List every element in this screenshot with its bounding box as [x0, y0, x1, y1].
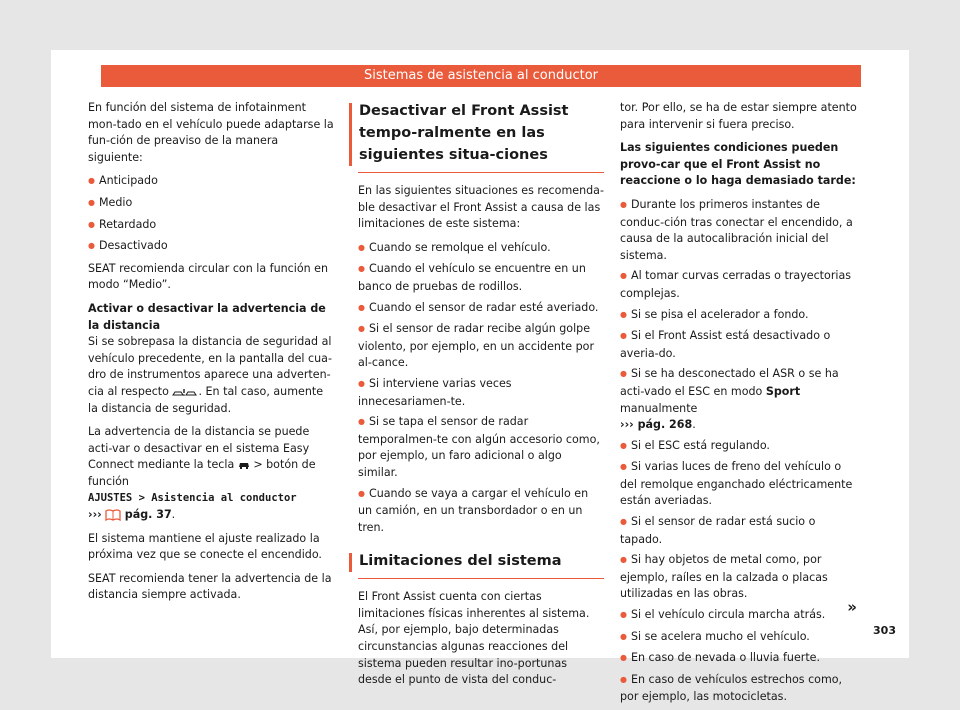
list-item: ● Anticipado: [88, 173, 336, 191]
list-item: ● Si interviene varias veces innecesariamen-te.: [358, 376, 604, 410]
list-item: ● Si el Front Assist está desactivado o averia-do.: [620, 328, 860, 362]
list-item: ● Cuando se vaya a cargar el vehículo en un camión, en un transbordador o en un tren.: [358, 486, 604, 537]
column-2: [358, 100, 604, 696]
conditions-list: [620, 197, 860, 706]
recommend-active-paragraph: SEAT recomienda tener la advertencia de la distancia siempre activada.: [88, 571, 332, 602]
subheading-conditions: Las siguientes condiciones pueden provo-car que el Front Assist no reaccione o lo haga demasiado tarde:: [620, 141, 856, 188]
list-item: ● En caso de nevada o lluvia fuerte.: [620, 650, 860, 668]
list-item: ● Si el sensor de radar recibe algún golpe violento, por ejemplo, en un accidente por al-cance.: [358, 321, 604, 372]
limitations-paragraph: El Front Assist cuenta con ciertas limitaciones físicas inherentes al sistema. Así, por ejemplo, bajo determinadas circunstancias algunas reacciones del sistema pueden resultar ino-portunas desde el punto de vista del conduc-: [358, 590, 590, 687]
list-item: ● Cuando se remolque el vehículo.: [358, 240, 604, 258]
list-item: ● Al tomar curvas cerradas o trayectorias complejas.: [620, 268, 860, 302]
column-3: [620, 100, 860, 710]
manual-page: [51, 50, 909, 704]
book-reference-icon: [105, 509, 121, 522]
page-number: 303: [873, 624, 896, 637]
list-item: ● Si se pisa el acelerador a fondo.: [620, 307, 860, 325]
column-1: [88, 100, 336, 611]
list-item: ● En caso de vehículos estrechos como, por ejemplo, las motocicletas.: [620, 672, 860, 706]
list-item: ● Cuando el vehículo se encuentre en un banco de pruebas de rodillos.: [358, 261, 604, 295]
list-item: ● Si se ha desconectado el ASR o se ha acti-vado el ESC en modo Sport manualmente ››› pág. 268.: [620, 366, 860, 433]
page-reference-link[interactable]: pág. 37: [124, 508, 172, 522]
list-item: ● Si varias luces de freno del vehículo o del remolque enganchado eléctricamente están averiadas.: [620, 459, 860, 510]
deactivate-situations-list: [358, 240, 604, 537]
recommend-paragraph: SEAT recomienda circular con la función en modo “Medio”.: [88, 261, 329, 292]
heading-deactivate-front-assist: Desactivar el Front Assist tempo-ralmente en las siguientes situa-ciones: [359, 103, 569, 163]
subheading-distance-warning: Activar o desactivar la advertencia de la distancia: [88, 301, 326, 332]
deactivate-intro: En las siguientes situaciones es recomenda-ble desactivar el Front Assist a causa de las limitaciones de este sistema:: [358, 184, 604, 231]
heading-block: [349, 550, 604, 578]
list-item: ● Desactivado: [88, 238, 336, 256]
reference-arrows: ›››: [88, 508, 102, 522]
continuation-paragraph: tor. Por ello, se ha de estar siempre atento para intervenir si fuera preciso.: [620, 101, 857, 131]
section-header: Sistemas de asistencia al conductor: [101, 65, 861, 87]
list-item: ● Medio: [88, 195, 336, 213]
list-item: ● Retardado: [88, 217, 336, 235]
list-item: ● Si se tapa el sensor de radar temporalmen-te con algún accesorio como, por ejemplo, un faro adicional o algo similar.: [358, 414, 604, 481]
list-item: ● Durante los primeros instantes de conduc-ción tras conectar el encendido, a causa de la autocalibración inicial del sistema.: [620, 197, 860, 264]
page-reference-link[interactable]: ››› pág. 268: [620, 418, 693, 432]
menu-path: AJUSTES > Asistencia al conductor: [88, 492, 297, 505]
list-item: ● Si el ESC está regulando.: [620, 438, 860, 456]
vehicle-distance-warning-icon: [172, 387, 198, 397]
divider: [358, 578, 604, 579]
intro-paragraph: En función del sistema de infotainment mon-tado en el vehículo puede adaptarse la fun-ción de preaviso de la manera siguiente:: [88, 101, 334, 164]
continue-mark: »: [847, 598, 857, 616]
list-item: ● Si se acelera mucho el vehículo.: [620, 629, 860, 647]
heading-system-limitations: Limitaciones del sistema: [359, 553, 562, 570]
list-item: ● Si el sensor de radar está sucio o tapado.: [620, 514, 860, 548]
distance-warning-paragraph: Si se sobrepasa la distancia de seguridad al vehículo precedente, en la pantalla del cua-dro de instrumentos aparece una adverten-cia al respecto . En tal caso, aumente la distancia de seguridad.: [88, 335, 332, 415]
divider: [358, 172, 604, 173]
heading-block: [349, 100, 604, 172]
preaviso-options-list: [88, 173, 336, 255]
list-item: ● Si el vehículo circula marcha atrás.: [620, 607, 860, 625]
list-item: ● Si hay objetos de metal como, por ejemplo, raíles en la calzada o placas utilizadas en las obras.: [620, 552, 860, 603]
car-menu-key-icon: [238, 460, 250, 470]
easy-connect-paragraph: La advertencia de la distancia se puede acti-var o desactivar en el sistema Easy Connect mediante la tecla > botón de función AJUSTES > Asistencia al conductor ››› pág. 37.: [88, 425, 316, 522]
setting-persist-paragraph: El sistema mantiene el ajuste realizado la próxima vez que se conecte el encendido.: [88, 531, 322, 562]
list-item: ● Cuando el sensor de radar esté averiado.: [358, 300, 604, 318]
